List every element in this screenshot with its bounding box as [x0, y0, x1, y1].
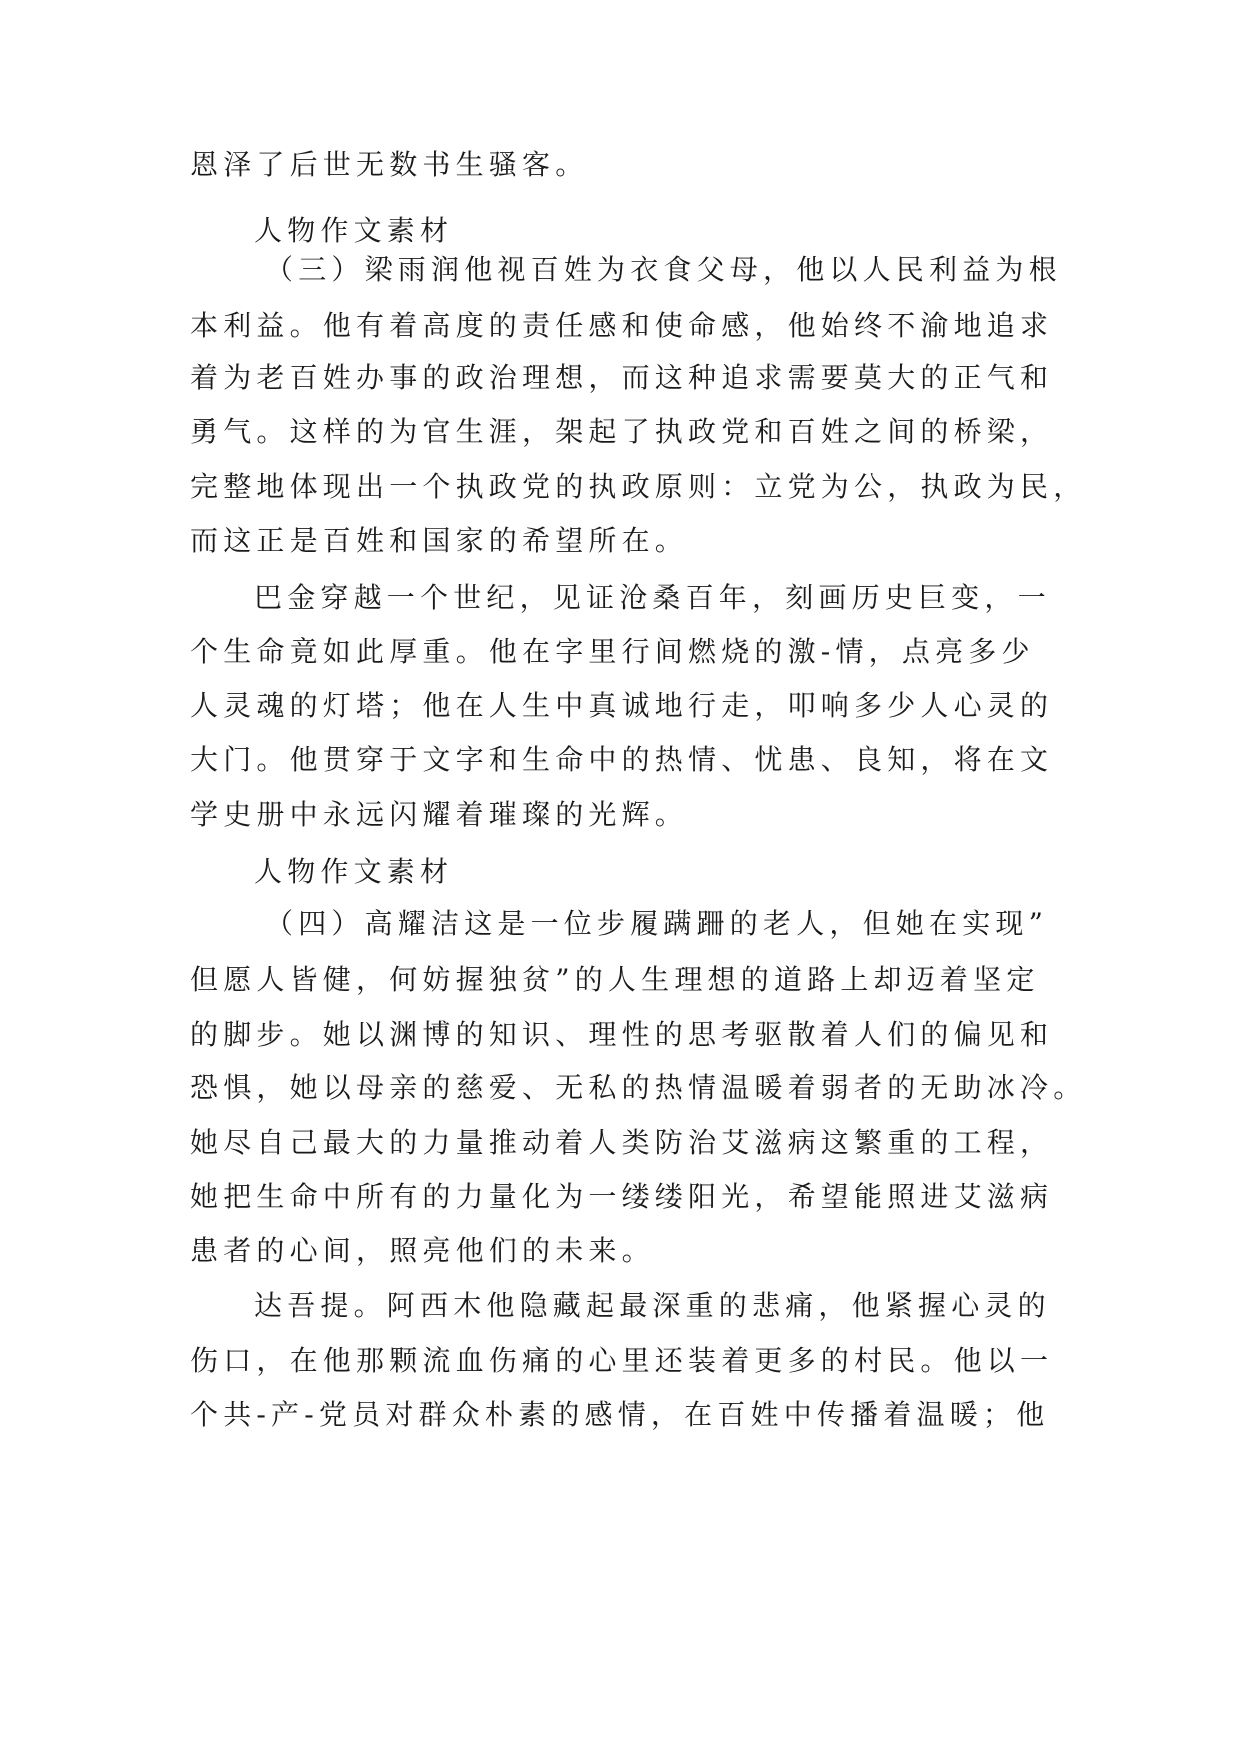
text-line: 伤口，在他那颗流血伤痛的心里还装着更多的村民。他以一: [190, 1344, 1054, 1377]
text-line: 的脚步。她以渊博的知识、理性的思考驱散着人们的偏见和: [190, 1018, 1054, 1051]
text-line: （四）高耀洁这是一位步履蹒跚的老人，但她在实现”: [265, 907, 1049, 940]
text-line: 恐惧，她以母亲的慈爱、无私的热情温暖着弱者的无助冰冷。: [190, 1071, 1087, 1104]
section-heading: 人物作文素材: [254, 855, 454, 888]
text-line: 勇气。这样的为官生涯，架起了执政党和百姓之间的桥梁，: [190, 415, 1054, 448]
text-line: 着为老百姓办事的政治理想，而这种追求需要莫大的正气和: [190, 361, 1054, 394]
text-line: 她尽自己最大的力量推动着人类防治艾滋病这繁重的工程，: [190, 1126, 1054, 1159]
text-line: 学史册中永远闪耀着璀璨的光辉。: [190, 798, 689, 831]
text-line: 她把生命中所有的力量化为一缕缕阳光，希望能照进艾滋病: [190, 1180, 1054, 1213]
text-line: 个共-产-党员对群众朴素的感情，在百姓中传播着温暖；他: [190, 1398, 1050, 1431]
text-line: 患者的心间，照亮他们的未来。: [190, 1234, 655, 1267]
text-line: 完整地体现出一个执政党的执政原则：立党为公，执政为民，: [190, 470, 1087, 503]
text-line: 本利益。他有着高度的责任感和使命感，他始终不渝地追求: [190, 309, 1054, 342]
text-line: 但愿人皆健，何妨握独贫”的人生理想的道路上却迈着坚定: [190, 963, 1040, 996]
text-line: （三）梁雨润他视百姓为衣食父母，他以人民利益为根: [265, 253, 1062, 286]
text-line: 个生命竟如此厚重。他在字里行间燃烧的激-情，点亮多少: [190, 635, 1035, 668]
text-line: 达吾提。阿西木他隐藏起最深重的悲痛，他紧握心灵的: [254, 1289, 1051, 1322]
text-line: 大门。他贯穿于文字和生命中的热情、忧患、良知，将在文: [190, 743, 1054, 776]
section-heading: 人物作文素材: [254, 214, 454, 247]
text-line: 巴金穿越一个世纪，见证沧桑百年，刻画历史巨变，一: [254, 581, 1051, 614]
text-line: 恩泽了后世无数书生骚客。: [190, 148, 589, 181]
text-line: 而这正是百姓和国家的希望所在。: [190, 524, 689, 557]
text-line: 人灵魂的灯塔；他在人生中真诚地行走，叩响多少人心灵的: [190, 689, 1054, 722]
